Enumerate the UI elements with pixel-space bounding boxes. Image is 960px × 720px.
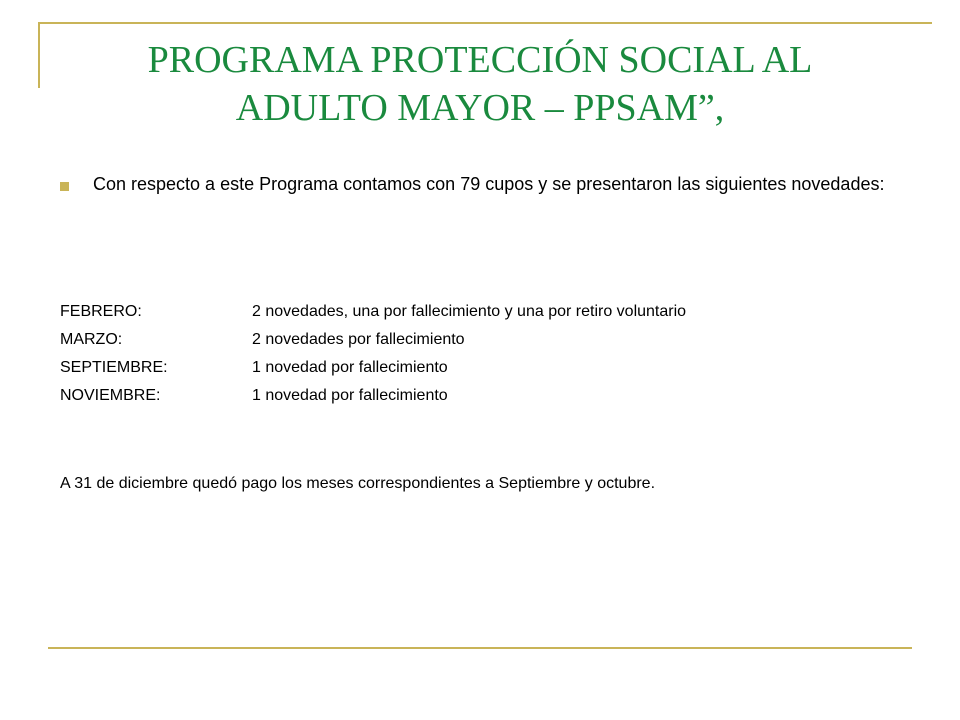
row-month: SEPTIEMBRE: (60, 359, 168, 376)
row-detail: 2 novedades, una por fallecimiento y una por retiro voluntario (252, 303, 687, 320)
row-detail: 1 novedad por fallecimiento (252, 387, 448, 404)
novedades-list (60, 298, 880, 410)
square-bullet-icon (60, 182, 69, 191)
row-month: NOVIEMBRE: (60, 387, 161, 404)
row-detail: 1 novedad por fallecimiento (252, 359, 448, 376)
footer-note: A 31 de diciembre quedó pago los meses correspondientes a Septiembre y octubre. (60, 475, 656, 492)
row-detail: 2 novedades por fallecimiento (252, 331, 465, 348)
bottom-rule (48, 647, 912, 649)
list-item (60, 354, 880, 382)
list-item (60, 382, 880, 410)
left-rule (38, 22, 40, 88)
title-line-1: PROGRAMA PROTECCIÓN SOCIAL AL (147, 39, 813, 81)
list-item (60, 298, 880, 326)
row-month: MARZO: (60, 331, 123, 348)
row-month: FEBRERO: (60, 303, 142, 320)
slide-title (60, 36, 900, 132)
bullet-item (60, 172, 902, 196)
top-rule (40, 22, 932, 24)
bullet-text: Con respecto a este Programa contamos con 79 cupos y se presentaron las siguientes novedades: (93, 174, 885, 194)
list-item (60, 326, 880, 354)
title-line-2: ADULTO MAYOR – PPSAM”, (235, 87, 725, 129)
